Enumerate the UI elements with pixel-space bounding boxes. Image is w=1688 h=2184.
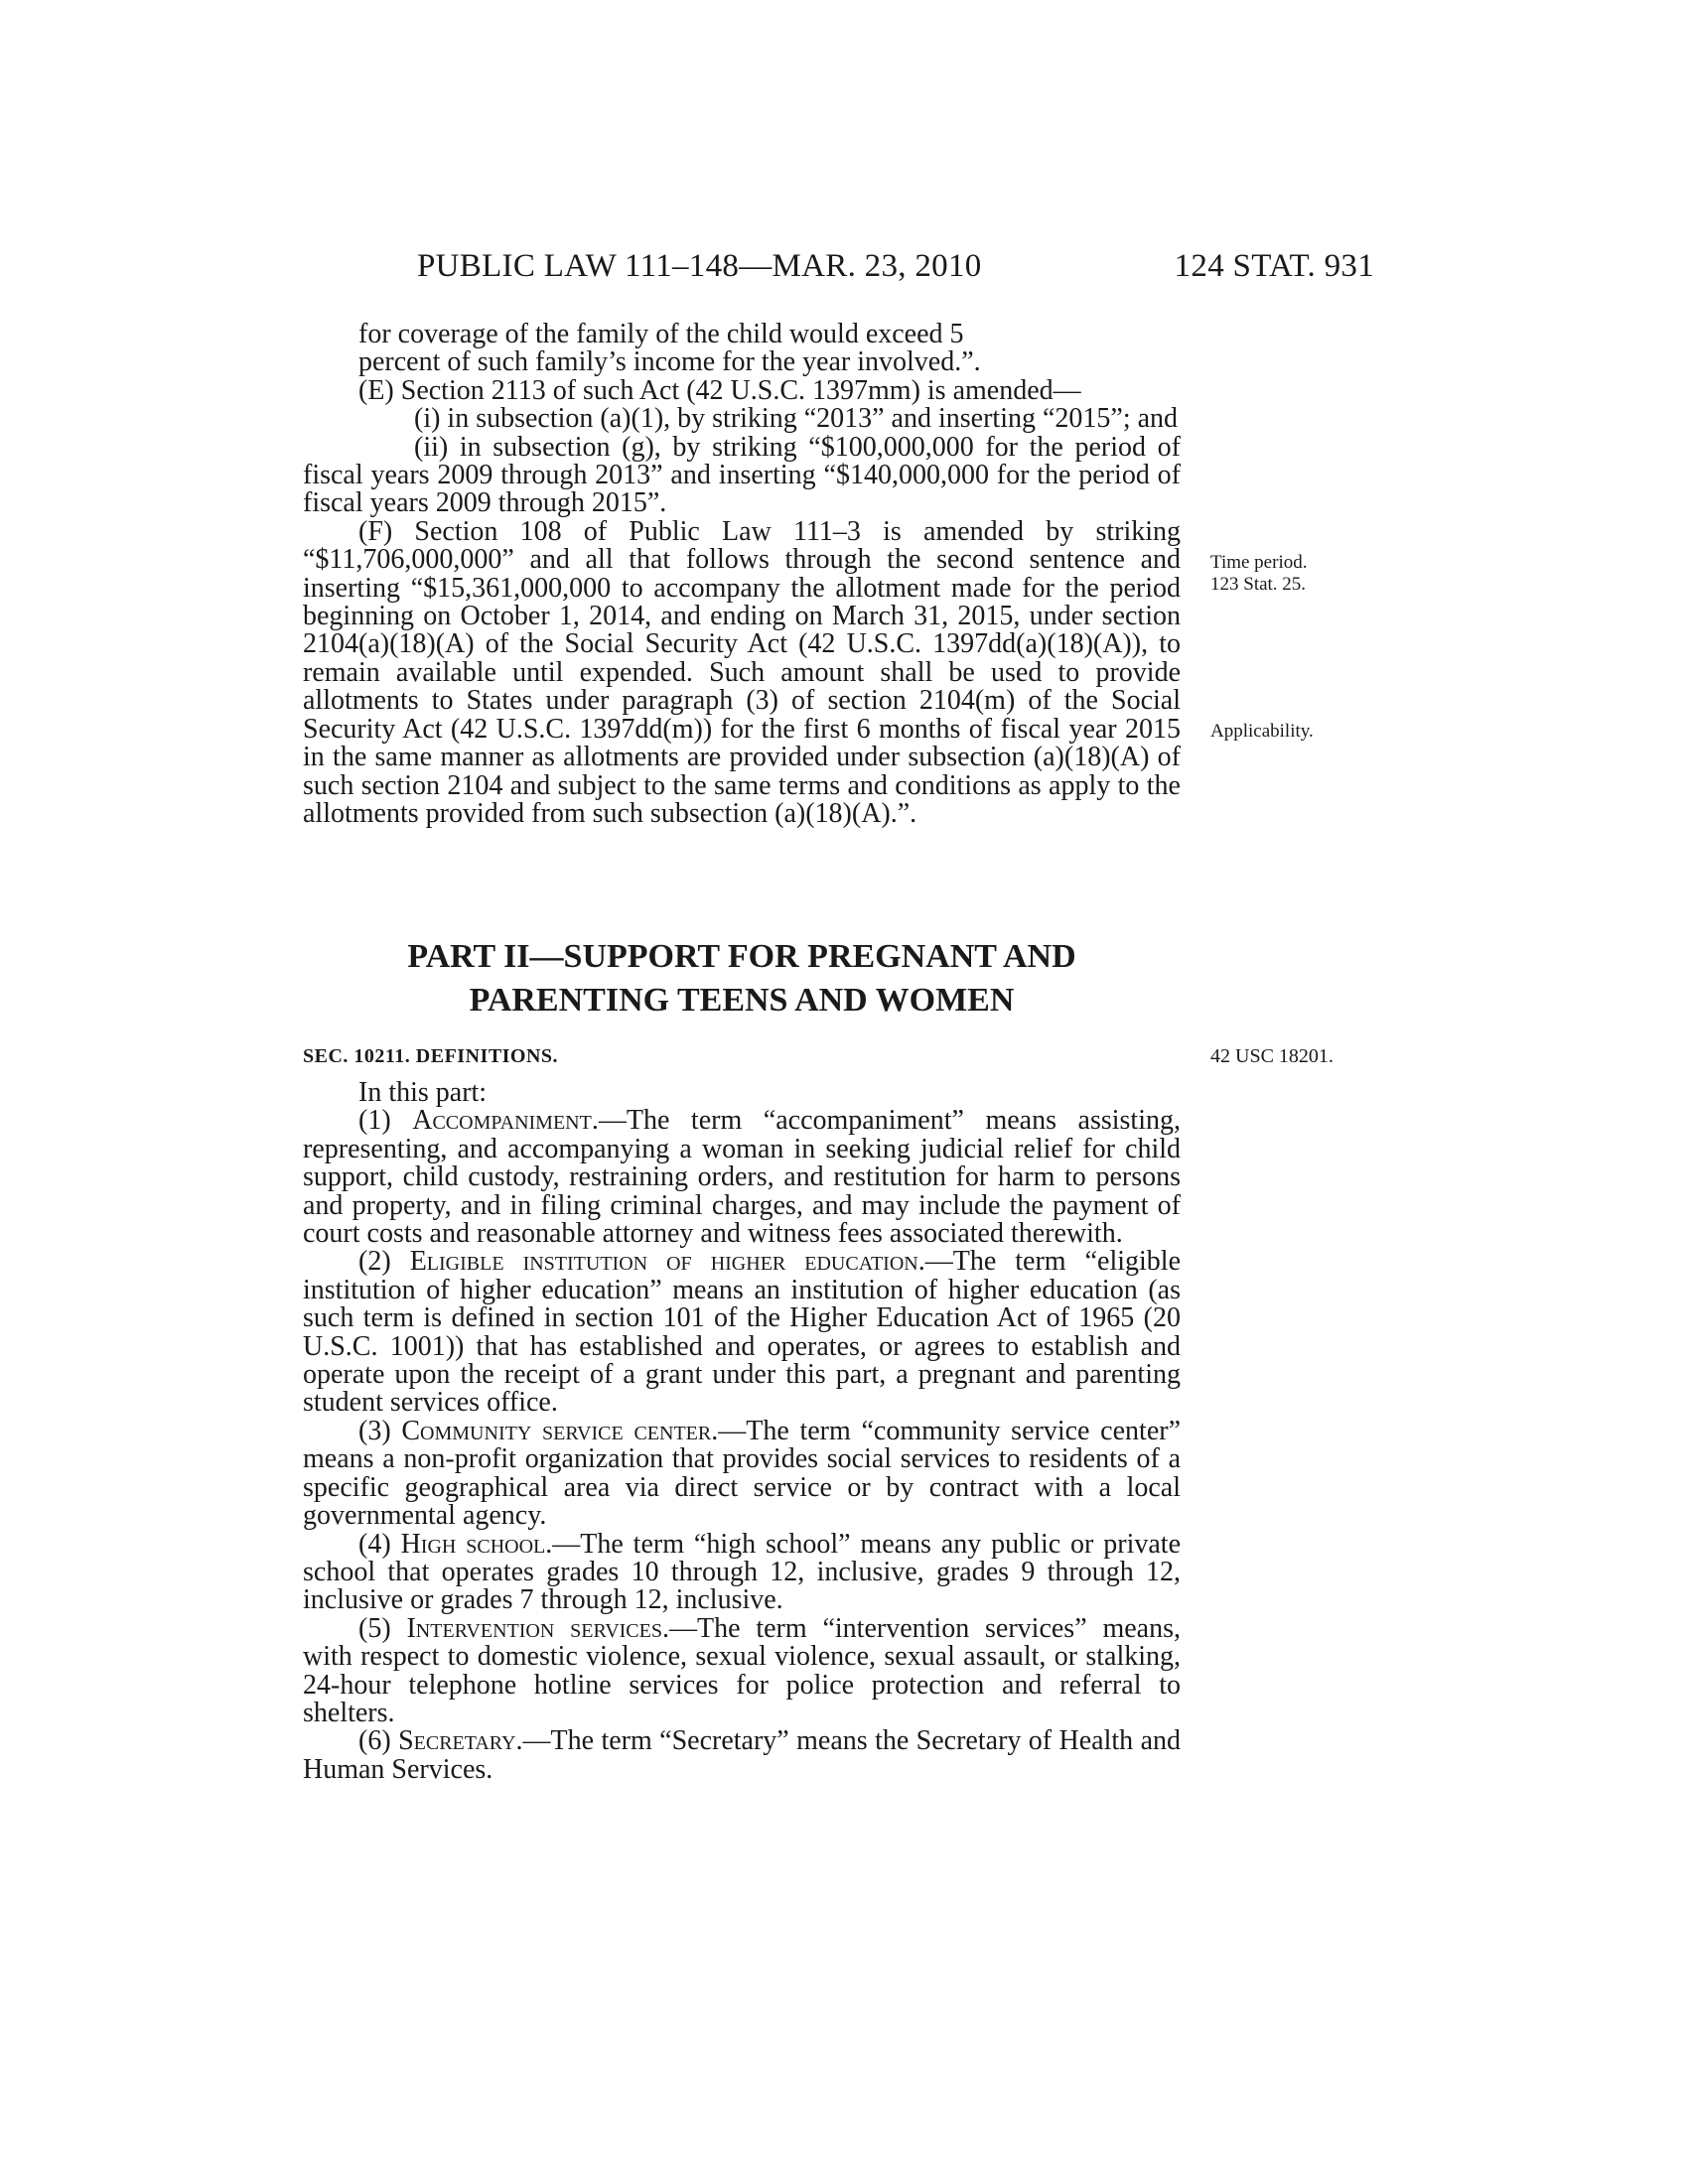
definition-text: —The term “intervention services” means, with respect to domestic violence, sexual violence, sexual assault, or stalking, 24-hour telephone hotline services for police protection and referral to shelters.	[303, 1612, 1181, 1728]
part-heading-line-1: PART II—SUPPORT FOR PREGNANT AND	[407, 938, 1076, 975]
margin-note-usc: 42 USC 18201.	[1210, 1045, 1334, 1067]
definition-high-school	[303, 1528, 1182, 1616]
definition-text: —The term “eligible institution of higher education” means an institution of higher education (as such term is defined in section 101 of the Higher Education Act of 1965 (20 U.S.C. 1001)) that has established and operates, or agrees to establish and operate upon the receipt of a grant under this part, a pregnant and parenting student services office.	[303, 1246, 1182, 1419]
definition-term: Accompaniment.	[412, 1105, 599, 1137]
definition-number: (4)	[358, 1528, 391, 1560]
continuation-line-1: for coverage of the family of the child would exceed 5	[358, 319, 964, 349]
section-intro: In this part:	[358, 1077, 488, 1108]
definition-text: —The term “community service center” means a non-profit organization that provides social services to residents of a specific geographical area via direct service or by contract with a local governmental agency.	[303, 1415, 1181, 1532]
definition-secretary	[303, 1727, 1181, 1784]
definition-number: (3)	[358, 1415, 391, 1446]
part-heading	[303, 935, 1181, 1023]
margin-note-time-period-label: Time period.	[1210, 552, 1308, 573]
top-text-block	[303, 321, 1181, 828]
clause-e-i: (i) in subsection (a)(1), by striking “2013” and inserting “2015”; and	[414, 403, 1179, 435]
definition-number: (6)	[358, 1725, 391, 1757]
clause-e-ii: (ii) in subsection (g), by striking “$100,000,000 for the period of fiscal years 2009 through 2013” and inserting “$140,000,000 for the period of fiscal years 2009 through 2015”.	[303, 431, 1181, 519]
definition-text: —The term “Secretary” means the Secretary of Health and Human Services.	[303, 1725, 1181, 1785]
definition-text: —The term “accompaniment” means assisting, representing, and accompanying a woman in seeking judicial relief for child support, child custody, restraining orders, and restitution for harm to persons and property, and in filing criminal charges, and may include the payment of court costs and reasonable attorney and witness fees associated therewith.	[303, 1105, 1181, 1250]
definition-number: (1)	[358, 1105, 391, 1137]
subparagraph-e-intro: (E) Section 2113 of such Act (42 U.S.C. 1397mm) is amended—	[358, 374, 1081, 406]
margin-note-time-period	[1210, 552, 1409, 596]
definition-term: Eligible institution of higher education.	[409, 1246, 925, 1278]
subparagraph-f: (F) Section 108 of Public Law 111–3 is amended by striking “$11,706,000,000” and all that follows through the second sentence and inserting “$15,361,000,000 to accompany the allotment made for the period beginning on October 1, 2014, and ending on March 31, 2015, under section 2104(a)(18)(A) of the Social Security Act (42 U.S.C. 1397dd(a)(18)(A)), to remain available until expended. Such amount shall be used to provide allotments to States under paragraph (3) of section 2104(m) of the Social Security Act (42 U.S.C. 1397dd(m)) for the first 6 months of fiscal year 2015 in the same manner as allotments are provided under subsection (a)(18)(A) of such section 2104 and subject to the same terms and conditions as apply to the allotments provided from such subsection (a)(18)(A).”.	[303, 515, 1181, 829]
definition-term: Community service center.	[401, 1415, 719, 1446]
margin-note-applicability: Applicability.	[1210, 721, 1314, 742]
page-header-title: PUBLIC LAW 111–148—MAR. 23, 2010	[417, 248, 982, 284]
definition-number: (2)	[358, 1246, 391, 1278]
definition-accompaniment	[303, 1107, 1181, 1248]
margin-note-stat-ref: 123 Stat. 25.	[1210, 574, 1307, 595]
section-heading: SEC. 10211. DEFINITIONS.	[303, 1045, 559, 1067]
definition-text: —The term “high school” means any public or private school that operates grades 10 through 12, inclusive, grades 9 through 12, inclusive or grades 7 through 12, inclusive.	[303, 1528, 1182, 1616]
continuation-line-2: percent of such family’s income for the year involved.”.	[358, 346, 981, 378]
definition-term: Secretary.	[398, 1725, 523, 1757]
definition-community-service-center	[303, 1415, 1181, 1532]
definition-eligible-institution	[303, 1248, 1181, 1417]
definition-number: (5)	[358, 1612, 391, 1644]
definition-term: High school.	[400, 1528, 553, 1560]
page-header-stat: 124 STAT. 931	[1174, 248, 1374, 284]
definition-intervention-services	[303, 1612, 1181, 1728]
part-heading-line-2: PARENTING TEENS AND WOMEN	[469, 982, 1015, 1019]
definition-term: Intervention services.	[406, 1612, 669, 1644]
definitions-block	[303, 1079, 1181, 1784]
